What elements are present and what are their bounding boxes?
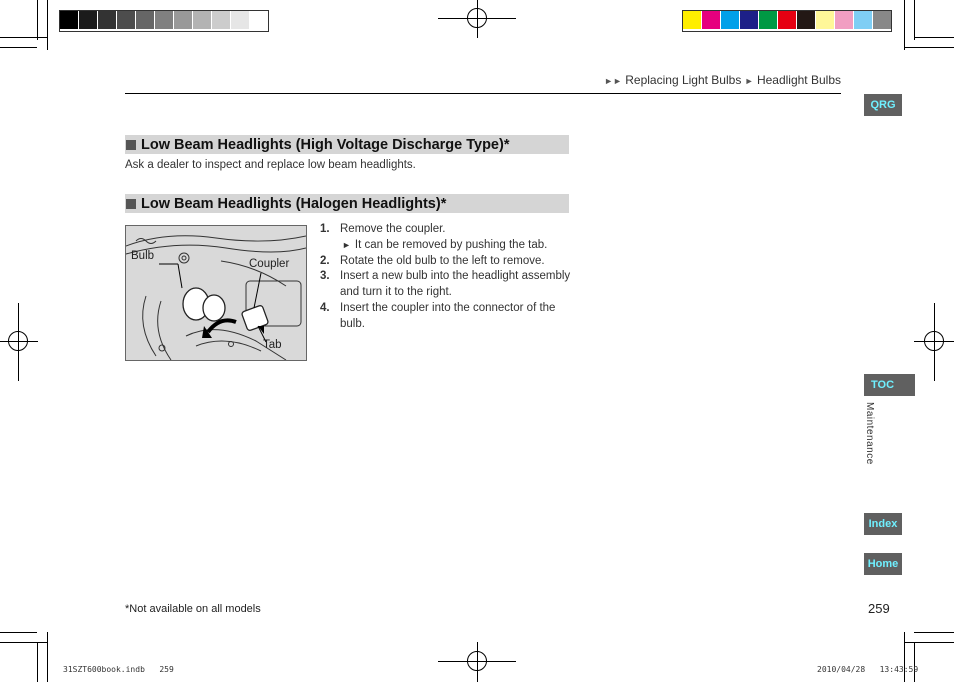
- color-calibration-bar: [682, 10, 892, 32]
- grayscale-calibration-bar: [59, 10, 269, 32]
- gray-swatch-3: [98, 11, 117, 29]
- steps-list: [320, 222, 572, 333]
- section-heading-halogen: [125, 194, 569, 213]
- step-number: 2.: [320, 254, 330, 267]
- color-swatch-1: [683, 11, 702, 29]
- figure-label-coupler: Coupler: [249, 258, 290, 270]
- page-number: 259: [868, 601, 890, 616]
- section-heading-hid-text: Low Beam Headlights (High Voltage Discharge Type)*: [141, 136, 510, 153]
- breadcrumb-arrow-icon: ►►: [604, 76, 622, 86]
- gray-swatch-2: [79, 11, 98, 29]
- step-number: 3.: [320, 270, 330, 283]
- gray-swatch-1: [60, 11, 79, 29]
- gray-swatch-4: [117, 11, 136, 29]
- section-heading-halogen-text: Low Beam Headlights (Halogen Headlights)*: [141, 195, 447, 212]
- toc-button[interactable]: TOC: [864, 374, 915, 396]
- list-item: [320, 301, 572, 333]
- gray-swatch-9: [212, 11, 231, 29]
- headlight-bulb-illustration: [125, 225, 307, 361]
- hid-instruction: Ask a dealer to inspect and replace low beam headlights.: [125, 159, 416, 171]
- color-swatch-8: [816, 11, 835, 29]
- color-swatch-4: [740, 11, 759, 29]
- color-swatch-2: [702, 11, 721, 29]
- section-label-maintenance: Maintenance: [864, 402, 875, 465]
- step-text: Insert the coupler into the connector of the bulb.: [340, 301, 556, 330]
- figure-label-bulb: Bulb: [131, 250, 155, 262]
- section-heading-hid: [125, 135, 569, 154]
- gray-swatch-6: [155, 11, 174, 29]
- list-item: [320, 254, 572, 270]
- footnote: *Not available on all models: [125, 603, 261, 615]
- gray-swatch-7: [174, 11, 193, 29]
- heading-square-icon: [126, 199, 136, 209]
- step-number: 4.: [320, 301, 330, 314]
- list-item: [320, 222, 572, 238]
- step-1-note: [320, 238, 572, 254]
- breadcrumb-separator-icon: ►: [744, 76, 754, 86]
- gray-swatch-10: [231, 11, 250, 29]
- print-file-info: 31SZT600book.indb 259: [63, 665, 174, 674]
- step-number: 1.: [320, 223, 330, 235]
- heading-square-icon: [126, 140, 136, 150]
- color-swatch-3: [721, 11, 740, 29]
- gray-swatch-11: [250, 11, 268, 29]
- figure-label-tab: Tab: [263, 339, 282, 351]
- qrg-button[interactable]: QRG: [864, 94, 902, 116]
- step-text: Rotate the old bulb to the left to remove.: [340, 254, 545, 267]
- list-item: [320, 269, 572, 301]
- step-1-note-text: It can be removed by pushing the tab.: [354, 238, 548, 251]
- gray-swatch-8: [193, 11, 212, 29]
- step-text: Remove the coupler.: [340, 223, 446, 235]
- breadcrumb-link-replacing-light-bulbs[interactable]: Replacing Light Bulbs: [625, 73, 742, 87]
- color-swatch-11: [873, 11, 891, 29]
- color-swatch-9: [835, 11, 854, 29]
- header-rule: [125, 93, 841, 94]
- note-arrow-icon: ►: [342, 239, 351, 250]
- home-button[interactable]: Home: [864, 553, 902, 575]
- gray-swatch-5: [136, 11, 155, 29]
- color-swatch-7: [797, 11, 816, 29]
- color-swatch-6: [778, 11, 797, 29]
- breadcrumb: [604, 73, 841, 87]
- color-swatch-10: [854, 11, 873, 29]
- breadcrumb-current-headlight-bulbs: Headlight Bulbs: [756, 73, 841, 87]
- print-timestamp: 2010/04/28 13:43:59: [817, 665, 919, 674]
- index-button[interactable]: Index: [864, 513, 902, 535]
- step-text: Insert a new bulb into the headlight assembly and turn it to the right.: [340, 270, 571, 299]
- color-swatch-5: [759, 11, 778, 29]
